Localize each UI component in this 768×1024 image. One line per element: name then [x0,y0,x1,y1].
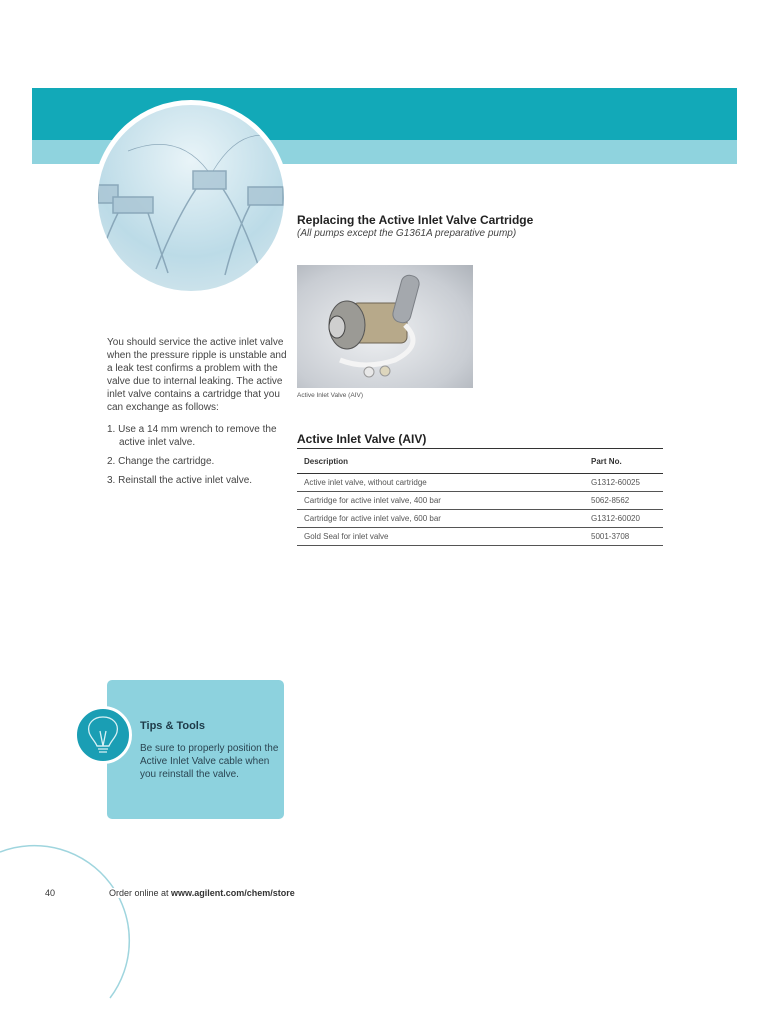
section-title: Replacing the Active Inlet Valve Cartridge [297,213,534,227]
table-title: Active Inlet Valve (AIV) [297,432,427,446]
part-number-cell: 5001-3708 [591,528,663,546]
footer-prefix: Order online at [109,888,172,898]
table-row [297,510,663,528]
table-header-row [297,449,663,474]
column-header-description: Description [297,449,591,474]
description-cell: Cartridge for active inlet valve, 600 bar [297,510,591,528]
decorative-arc [0,840,140,1005]
store-link[interactable]: www.agilent.com/chem/store [171,888,295,898]
table-row [297,474,663,492]
part-number-cell: G1312-60020 [591,510,663,528]
step-item: 3. Reinstall the active inlet valve. [107,475,253,486]
table-row [297,492,663,510]
description-cell: Active inlet valve, without cartridge [297,474,591,492]
parts-table [297,448,663,546]
bottles-photo [93,100,289,296]
tips-body: Be sure to properly position the Active Inlet Valve cable when you reinstall the valve. [140,743,279,780]
description-cell: Cartridge for active inlet valve, 400 bar [297,492,591,510]
step-item: 1. Use a 14 mm wrench to remove the active inlet valve. [107,424,277,448]
lightbulb-icon [74,706,132,764]
steps-list [107,423,289,487]
footer-order-line [107,888,297,898]
image-caption: Active Inlet Valve (AIV) [297,392,363,399]
section-subtitle: (All pumps except the G1361A preparative pump) [297,228,517,239]
description-cell: Gold Seal for inlet valve [297,528,591,546]
table-row [297,528,663,546]
part-number-cell: G1312-60025 [591,474,663,492]
part-number-cell: 5062-8562 [591,492,663,510]
left-column [107,336,289,493]
page-number: 40 [45,888,56,898]
tips-title: Tips & Tools [140,720,205,732]
valve-photo [297,265,473,388]
intro-paragraph: You should service the active inlet valve when the pressure ripple is unstable and a leak test confirms a problem with the valve due to internal leaking. The active inlet valve contains a cartridge that you can exchange as follows: [107,337,287,413]
column-header-part-no: Part No. [591,449,663,474]
step-item: 2. Change the cartridge. [107,456,215,467]
